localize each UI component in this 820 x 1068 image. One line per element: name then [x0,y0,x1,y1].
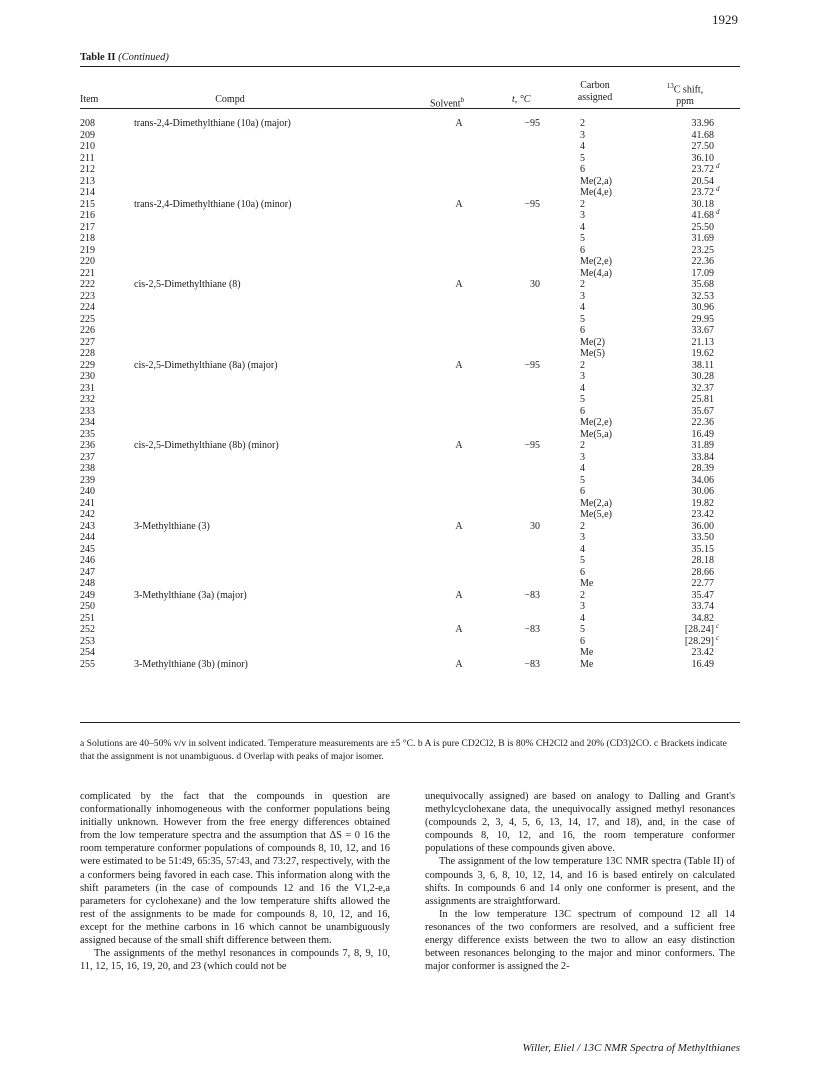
item-cell: 245 [80,543,95,555]
item-cell: 232 [80,394,95,405]
item-cell: 236 [80,440,95,451]
carbon-cell: 3 [580,601,585,612]
item-cell: 208 [80,118,95,129]
carbon-cell: 5 [580,313,585,325]
solvent-cell: A [455,624,463,635]
table-row [80,633,740,648]
compd-cell: 3-Methylthiane (3) [134,520,210,532]
table-row [80,486,740,498]
carbon-cell: Me(5) [580,348,605,359]
carbon-cell: 4 [580,463,585,474]
shift-note: d [716,162,720,170]
compd-cell: trans-2,4-Dimethylthiane (10a) (minor) [134,198,292,210]
carbon-cell: Me [580,658,594,670]
temp-cell: −83 [524,658,540,670]
item-cell: 251 [80,612,95,624]
item-cell: 228 [80,348,95,359]
table-row [80,210,740,222]
header-temp: t, °C [512,94,531,105]
solvent-cell: A [455,520,463,532]
shift-cell: 25.81 [691,394,714,405]
item-cell: 254 [80,647,95,658]
shift-cell: 27.50 [691,141,714,152]
temp-cell: −83 [524,624,540,635]
item-cell: 230 [80,371,95,382]
carbon-cell: 3 [580,210,585,221]
table-row [80,659,740,671]
item-cell: 237 [80,451,95,463]
item-cell: 215 [80,198,95,210]
table-row [80,302,740,314]
table-row [80,199,740,211]
table-caption-suffix: (Continued) [118,52,169,63]
table-row [80,567,740,579]
compd-cell: cis-2,5-Dimethylthiane (8b) (minor) [134,440,279,451]
carbon-cell: 4 [580,543,585,555]
shift-note: c [716,622,720,630]
header-compd: Compd [215,94,245,105]
temp-cell: −95 [524,118,540,129]
solvent-cell: A [455,359,463,371]
carbon-cell: Me(2) [580,336,605,348]
running-footer [452,1042,740,1054]
shift-cell: 32.37 [691,382,714,394]
shift-cell: 29.95 [691,313,714,325]
shift-cell: 33.50 [691,532,714,543]
carbon-cell: Me(2,a) [580,497,612,509]
item-cell: 213 [80,175,95,187]
shift-cell: 28.18 [691,555,714,566]
carbon-cell: 4 [580,382,585,394]
table-row [80,383,740,395]
compd-cell: cis-2,5-Dimethylthiane (8a) (major) [134,359,278,371]
table-row [80,256,740,268]
item-cell: 229 [80,359,95,371]
carbon-cell: 4 [580,302,585,313]
item-cell: 255 [80,658,95,670]
shift-cell: 36.10 [691,152,714,164]
item-cell: 233 [80,405,95,417]
item-cell: 239 [80,474,95,486]
compd-cell: 3-Methylthiane (3a) (major) [134,589,247,601]
compd-cell: cis-2,5-Dimethylthiane (8) [134,279,241,290]
shift-cell: 41.68 [691,129,714,141]
carbon-cell: 2 [580,359,585,371]
table-row [80,279,740,291]
carbon-cell: 6 [580,566,585,578]
shift-cell: 41.68 [691,210,714,221]
table-row [80,601,740,613]
table-row [80,521,740,533]
table-row [80,245,740,257]
table-row [80,337,740,349]
table-row [80,176,740,188]
table-row [80,348,740,360]
table-row [80,429,740,441]
item-cell: 242 [80,509,95,520]
item-cell: 244 [80,532,95,543]
carbon-cell: Me(2,e) [580,417,612,428]
carbon-cell: Me(4,a) [580,267,612,279]
temp-cell: −95 [524,359,540,371]
temp-cell: −83 [524,589,540,601]
solvent-cell: A [455,198,463,210]
temp-cell: 30 [530,279,540,290]
footer-separator: / [577,1042,581,1054]
carbon-cell: 2 [580,198,585,210]
carbon-cell: 6 [580,325,585,336]
table-row [80,371,740,383]
header-carbon [565,80,625,104]
table-row [80,578,740,590]
table-body [80,118,740,670]
shift-cell: 35.15 [691,543,714,555]
table-row [80,452,740,464]
carbon-cell: 6 [580,635,585,647]
item-cell: 225 [80,313,95,325]
shift-cell: 30.96 [691,302,714,313]
carbon-cell: 6 [580,244,585,256]
shift-cell: 30.06 [691,486,714,497]
item-cell: 221 [80,267,95,279]
item-cell: 240 [80,486,95,497]
item-cell: 234 [80,417,95,428]
header-solvent-text: Solvent [430,98,461,110]
table-row [80,532,740,544]
item-cell: 253 [80,635,95,647]
temp-cell: −95 [524,440,540,451]
compd-cell: 3-Methylthiane (3b) (minor) [134,658,248,670]
shift-cell: 23.42 [691,647,714,658]
item-cell: 247 [80,566,95,578]
shift-cell: 28.39 [691,463,714,474]
item-cell: 220 [80,256,95,267]
table-row [80,233,740,245]
table-row [80,291,740,303]
carbon-cell: 6 [580,486,585,497]
table-row [80,509,740,521]
table-row [80,440,740,452]
shift-note: d [716,185,720,193]
solvent-cell: A [455,658,463,670]
item-cell: 227 [80,336,95,348]
carbon-cell: 5 [580,474,585,486]
carbon-cell: Me(2,e) [580,256,612,267]
shift-note: d [716,208,720,216]
header-shift-line2: ppm [676,96,694,108]
shift-cell: 19.62 [691,348,714,359]
table-row [80,417,740,429]
item-cell: 243 [80,520,95,532]
shift-cell: 32.53 [691,290,714,302]
carbon-cell: 4 [580,141,585,152]
table-top-rule [80,66,740,67]
carbon-cell: Me(5,a) [580,428,612,440]
header-solvent-sup: b [460,96,465,104]
table-row [80,141,740,153]
item-cell: 216 [80,210,95,221]
table-row [80,153,740,165]
item-cell: 219 [80,244,95,256]
table-row [80,325,740,337]
item-cell: 248 [80,578,95,589]
carbon-cell: 2 [580,440,585,451]
carbon-cell: 5 [580,394,585,405]
table-row [80,118,740,130]
carbon-cell: 6 [580,164,585,175]
shift-cell: 21.13 [691,336,714,348]
carbon-cell: Me [580,578,594,589]
carbon-cell: 3 [580,129,585,141]
item-cell: 246 [80,555,95,566]
table-row [80,463,740,475]
temp-cell: 30 [530,520,540,532]
shift-cell: 16.49 [691,658,714,670]
carbon-cell: Me(2,a) [580,175,612,187]
shift-cell: 16.49 [691,428,714,440]
shift-cell: 23.25 [691,244,714,256]
shift-cell: 28.66 [691,566,714,578]
table-row [80,164,740,176]
item-cell: 223 [80,290,95,302]
carbon-cell: 5 [580,233,585,244]
table-row [80,555,740,567]
shift-cell: 31.69 [691,233,714,244]
header-shift [650,80,720,108]
item-cell: 224 [80,302,95,313]
solvent-cell: A [455,589,463,601]
shift-cell: 33.74 [691,601,714,612]
shift-cell: 33.67 [691,325,714,336]
shift-cell: 19.82 [691,497,714,509]
table-row [80,475,740,487]
footer-title: 13C NMR Spectra of Methylthianes [582,1042,740,1054]
item-cell: 210 [80,141,95,152]
table-row [80,394,740,406]
shift-cell: 20.54 [691,175,714,187]
header-item: Item [80,94,99,105]
temp-cell: −95 [524,198,540,210]
item-cell: 250 [80,601,95,612]
table-row [80,613,740,625]
shift-note: c [716,633,720,642]
item-cell: 217 [80,221,95,233]
carbon-cell: 4 [580,221,585,233]
table-caption [80,52,169,63]
shift-cell: 34.06 [691,474,714,486]
carbon-cell: 5 [580,555,585,566]
solvent-cell: A [455,440,463,451]
item-cell: 252 [80,624,95,635]
carbon-cell: 4 [580,612,585,624]
header-carbon-line2: assigned [577,92,613,103]
item-cell: 218 [80,233,95,244]
table-row [80,187,740,199]
item-cell: 235 [80,428,95,440]
header-shift-line1 [650,80,720,96]
carbon-cell: 3 [580,532,585,543]
shift-cell: 23.72 [691,187,714,198]
shift-cell: [28.24] [684,624,714,635]
body-right-column [425,790,735,973]
table-row [80,406,740,418]
table-row [80,130,740,142]
carbon-cell: 3 [580,451,585,463]
header-carbon-line1: Carbon [580,80,610,91]
carbon-cell: Me(4,e) [580,187,612,198]
item-cell: 226 [80,325,95,336]
table-row [80,360,740,372]
shift-cell: 33.84 [691,451,714,463]
carbon-cell: 6 [580,405,585,417]
shift-cell: 30.18 [691,198,714,210]
page-number: 1929 [712,12,738,27]
item-cell: 249 [80,589,95,601]
item-cell: 212 [80,164,95,175]
compd-cell: trans-2,4-Dimethylthiane (10a) (major) [134,118,291,129]
carbon-cell: 2 [580,118,585,129]
carbon-cell: Me [580,647,594,658]
solvent-cell: A [455,118,463,129]
shift-cell: 33.96 [691,118,714,129]
body-left-column [80,790,390,973]
shift-cell: 35.68 [691,279,714,290]
shift-cell: 22.36 [691,417,714,428]
carbon-cell: 3 [580,290,585,302]
solvent-cell: A [455,279,463,290]
carbon-cell: Me(5,e) [580,509,612,520]
item-cell: 211 [80,152,95,164]
shift-cell: 35.47 [691,589,714,601]
carbon-cell: 5 [580,624,585,635]
shift-cell: 36.00 [691,520,714,532]
footer-authors: Willer, Eliel [522,1042,575,1054]
carbon-cell: 2 [580,589,585,601]
body-paragraph: The assignments of the methyl resonances in compounds 7, 8, 9, 10, 11, 12, 15, 16, 19, 20, and 23 (which could not be [80,948,390,973]
shift-cell: 25.50 [691,221,714,233]
body-paragraph: The assignment of the low temperature 13C NMR spectra (Table II) of compounds 3, 6, 8, 10, 12, 14, and 16 is based entirely on calculated shifts. In compounds 6 and 14 only one conformer is present, and the assignments are straightforward. [425,856,735,907]
shift-cell: 30.28 [691,371,714,382]
shift-cell: 38.11 [691,359,714,371]
shift-cell: 23.72 [691,164,714,175]
carbon-cell: 2 [580,520,585,532]
shift-cell: 22.36 [691,256,714,267]
table-caption-label: Table II [80,52,116,63]
table-row [80,647,740,659]
item-cell: 214 [80,187,95,198]
table-row [80,222,740,234]
table-row [80,268,740,280]
shift-cell: 35.67 [691,405,714,417]
shift-cell: 17.09 [691,267,714,279]
carbon-cell: 2 [580,279,585,290]
table-header-rule [80,108,740,109]
item-cell: 222 [80,279,95,290]
shift-cell: 31.89 [691,440,714,451]
header-shift-sup: 13 [666,82,674,90]
item-cell: 209 [80,129,95,141]
header-shift-text: C shift, [673,84,704,96]
shift-cell: 23.42 [691,509,714,520]
shift-cell: [28.29] [684,635,714,647]
table-bottom-rule [80,722,740,723]
table-row [80,590,740,602]
table-row [80,314,740,326]
shift-cell: 22.77 [691,578,714,589]
table-row [80,624,740,636]
item-cell: 241 [80,497,95,509]
item-cell: 231 [80,382,95,394]
item-cell: 238 [80,463,95,474]
carbon-cell: 3 [580,371,585,382]
table-row [80,498,740,510]
shift-cell: 34.82 [691,612,714,624]
carbon-cell: 5 [580,152,585,164]
table-footnote: a Solutions are 40–50% v/v in solvent indicated. Temperature measurements are ±5 °C. b A is pure CD2Cl2, B is 80% CH2Cl2 and 20% (CD3)2CO. c Brackets indicate that the assignment is not unambiguous. d Overlap with peaks of major isomer. [80,738,727,762]
body-paragraph: complicated by the fact that the compounds in question are conformationally inhomogeneous with the conformer populations being initially unknown. However from the free energy differences obtained from the low temperature spectra and the assumption that ΔS = 0 16 the room temperature conformer populations of compounds 8, 10, 12, and 16 were estimated to be 51:49, 65:35, 57:43, and 73:27, respectively, with the a conformers being favored in each case. This information along with the shift parameters (in the case of compounds 12 and 16 the V1,2-e,a parameters for cyclohexane) and the low temperature shifts allowed the rest of the assignments to be made for compounds 8, 10, 12, and 16, except for the methine carbons in 16 which cannot be unambiguously assigned because of the small shift difference between them. [80,791,390,947]
table-row [80,544,740,556]
body-paragraph: In the low temperature 13C spectrum of compound 12 all 14 resonances of the two conformers are resolved, and a sufficient free energy difference exists between the two to allow an easy distinction between resonances belonging to the major and minor conformers. The major conformer is assigned the 2- [425,908,735,973]
body-paragraph: unequivocally assigned) are based on analogy to Dalling and Grant's methylcyclohexane data, the unequivocally assigned methyl resonances (compounds 2, 3, 4, 5, 6, 13, 14, 17, and 18), and, in the case of compounds 8, 10, 12, and 16, the room temperature conformer populations of these compounds given above. [425,791,735,855]
